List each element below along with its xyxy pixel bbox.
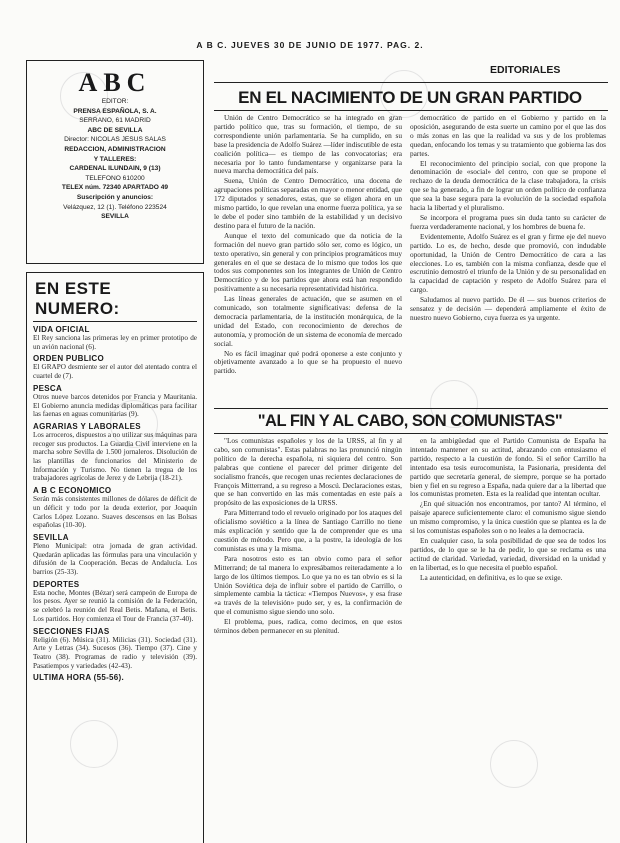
paragraph: Para Mitterrand todo el revuelo originado por los ataques del oficialismo soviético a la línea de Santiago Carrillo no tiene más explicación y sentido que la de comprender que es una cuestión de método. Pero que, a la postre, la ideología de los comunistas es una y la misma.	[214, 508, 402, 553]
section-text: El Rey sanciona las primeras ley en primer prototipo de un avión nacional (6).	[33, 334, 197, 351]
section-heading: SECCIONES FIJAS	[33, 626, 110, 636]
section-heading: ULTIMA HORA (55-56).	[33, 673, 125, 683]
section-heading: PESCA	[33, 383, 63, 393]
paragraph: Aunque el texto del comunicado que da noticia de la formación del nuevo gran partido sólo ser, como es lógico, un texto operativo, sin general y con principios programáticos muy generales en el que se destaca de lo mismo que todos los que todos sus componentes son los integrantes de Unión de Centro Democrático y de los partidos que ahora está han respondido positivamente a su necesaria representatividad histórica.	[214, 230, 402, 294]
headline-rule	[214, 82, 608, 83]
editorial-column	[214, 114, 402, 406]
contents-title: EN ESTE NUMERO:	[35, 279, 120, 318]
masthead-line: ABC DE SEVILLA	[87, 126, 143, 134]
editorial-headline: "AL FIN Y AL CABO, SON COMUNISTAS"	[257, 412, 563, 430]
masthead-line: Velázquez, 12 (1). Teléfono 223524	[63, 203, 167, 211]
masthead-line: CARDENAL ILUNDAIN, 9 (13)	[69, 165, 161, 173]
editorial-column	[410, 437, 606, 829]
paragraph: democrático de partido en el Gobierno y partido en la oposición, asegurando de esta suerte un camino por el que las dos o más zonas en las que la realidad va sus y de los problemas quedan, enfocando los temas y su tratamiento que gobierna las dos partes.	[410, 114, 606, 158]
masthead-line: TELEX núm. 72340 APARTADO 49	[61, 184, 169, 192]
masthead-box	[26, 60, 204, 264]
paragraph: El problema, pues, radica, como decimos, en que estos términos deben permanecer en su plenitud.	[214, 617, 402, 636]
paragraph: En cualquier caso, la sola posibilidad de que sea de todos los partidos, de lo que se le ha de pedir, lo que se reclama es una actitud de claridad. Variedad, variedad, diversidad en la unidad y en la libertad, es lo que necesita el pueblo español.	[410, 535, 606, 572]
masthead-line: EDITOR:	[101, 98, 129, 105]
paragraph: Unión de Centro Democrático se ha integrado en gran partido político que, tras su formación, el tiempo, de su correspondiente unión parlamentaria. Se ha cumplido, en su base la presidencia de Adolfo Suárez —líder indiscutible de esta coalición política— es tiempo de las convocatorias; era necesaria por lo tanto fundamentarse y organizarse para la nueva marcha democrática del país.	[214, 114, 402, 176]
masthead-line: Suscripción y anuncios:	[76, 193, 154, 201]
section-heading: AGRARIAS Y LABORALES	[33, 421, 141, 431]
section-label: EDITORIALES	[490, 64, 561, 76]
section-text: El GRAPO desmiente ser el autor del atentado contra el cuartel de (7).	[33, 363, 197, 381]
editorial-headline: EN EL NACIMIENTO DE UN GRAN PARTIDO	[238, 88, 582, 107]
paragraph: Se incorpora el programa pues sin duda tanto su carácter de fuerza verdaderamente nacional, y los hombres de buena fe.	[410, 212, 606, 231]
section-text: Religión (6). Música (31). Milicias (31). Sociedad (31). Arte y Letras (34). Sucesos (36). Tiempo (37). Cine y Teatro (38). Programas de radio y televisión (39). Pasatiempos y variedades (42-43).	[33, 635, 197, 670]
paragraph: Las líneas generales de actuación, que se asumen en el comunicado, son totalmente significativas: defensa de la democracia parlamentaria, de la institución monárquica, de la unidad del Estado, con reconocimiento de derechos de autonomía, y promoción de un sistema de economía de mercado social.	[214, 294, 402, 348]
paragraph: La autenticidad, en definitiva, es lo que se exige.	[420, 572, 563, 582]
masthead-line: REDACCION, ADMINISTRACION	[64, 145, 166, 153]
paragraph: ¿En qué situación nos encontramos, por tanto? Al término, el paisaje aparece suficientemente claro: el comunismo sigue siendo un mismo compromiso, y la única cuestión que se plantea es la de si los comunistas españoles son o no leales a la democracia.	[410, 499, 606, 536]
editorial-column	[214, 437, 402, 829]
masthead-line: TELEFONO 610200	[85, 174, 145, 182]
paragraph: en la ambigüedad que el Partido Comunista de España ha intentado mantener en su actitud, abrazando con entusiasmo el partido, respecto a la cuestión de fondo. Si el señor Carrillo ha intentado esa tesis eurocomunista, la Pasionaria, presidenta del partido que secretaría general, de siempre, porque se ha portado bien y fiel en su regreso a España, nada quiere dar a la libertad que los comunistas prometen. Esta es la realidad que intentan ocultar.	[410, 437, 606, 499]
paragraph: No es fácil imaginar qué podrá oponerse a este conjunto y objetivamente avanzado a lo que se ha propuesto el nuevo partido.	[214, 348, 402, 376]
headline-rule	[214, 433, 608, 434]
section-text: Esta noche, Montes (Bézar) será campeón de Europa de los pesos. Ayer se reunió la comisión de la Federación, se celebró la reunión del Real Betis. Mañana, el Betis. Los partidos. Hoy comienza el Tour de Francia (37-40).	[33, 588, 197, 623]
paragraph: Evidentemente, Adolfo Suárez es el gran y firme eje del nuevo partido. Lo es, de hecho, desde que promovió, con indudable oportunidad, la Unión de Centro Democrático de cara a las elecciones. Lo es, también con la misma confianza, desde que el escrutinio demostró el triunfo de la Unión y de su personalidad en la capacidad de captación y respeto de Adolfo Suárez para el cargo.	[410, 231, 606, 295]
paragraph: Saludamos al nuevo partido. De él — sus buenos criterios de sensatez y de decisión — dependerá ampliamente el éxito de nuestro nuevo Gobierno, cuya fuerza es ya urgente.	[410, 295, 606, 322]
headline-rule	[214, 110, 608, 111]
section-text: Otros nueve barcos detenidos por Francia y Mauritania. El Gobierno anuncia medidas diplomáticas para facilitar las faenas en aguas comunitarias (9).	[33, 392, 197, 419]
masthead-line: SERRANO, 61 MADRID	[79, 117, 151, 125]
masthead-line: Y TALLERES:	[93, 155, 137, 163]
section-heading: A B C ECONOMICO	[33, 486, 112, 496]
contents-box	[26, 272, 204, 843]
section-text: Los arroceros, dispuestos a no utilizar sus máquinas para recoger sus productos. La Guardia Civil interviene en la marcha sobre Sevilla de 1.500 jornaleros. Disolución de las plantillas de funcionarios del Ministerio de Información y Turismo. No tienen la tregua de los trabajadores agrícolas de Jerez y de Lebrija (18-21).	[33, 430, 197, 483]
section-heading: DEPORTES	[33, 579, 80, 589]
section-heading: VIDA OFICIAL	[33, 325, 90, 334]
contents-divider	[33, 321, 197, 322]
masthead-line: Director: NICOLAS JESUS SALAS	[64, 136, 166, 144]
abc-logo: ABC	[78, 68, 152, 97]
paragraph: Para nosotros esto es tan obvio como para el señor Mitterrand; de tal manera lo expresábamos reiteradamente a lo largo de los últimos tiempos. Lo que ya no es tan obvio es si la Unión Soviética deja de influir sobre el partido de Carrillo, o simplemente cambia la táctica: «Tiempos Nuevos», y esa frase «a través de la televisión» pudo ser, y es, la confirmación de que el comunismo sigue siendo uno solo.	[214, 553, 402, 617]
section-heading: SEVILLA	[33, 532, 69, 542]
section-text: Pleno Municipal: otra jornada de gran actividad. Quedarán aplicadas las fórmulas para una vinculación y difusión de la Cooperación. Becas de Andalucía. Los barrios (25-33).	[33, 541, 197, 577]
section-heading: ORDEN PUBLICO	[33, 354, 105, 364]
headline-rule	[214, 408, 608, 409]
section-text: Serán más consistentes millones de dólares de déficit de un déficit y todo por la deuda exterior, por Joaquín Carlos López Lozano. Suaves descensos en las Bolsas españolas (10-30).	[33, 495, 197, 530]
page-folio: A B C. JUEVES 30 DE JUNIO DE 1977. PAG. 2.	[196, 40, 424, 50]
paragraph: Suena, Unión de Centro Democrático, una docena de agrupaciones políticas separadas en mayor o menor entidad, que 172 diputados y senadores, estas, que se eligen ahora en un mismo partido, lo que revelan una enorme fuerza política, ya se le debe el poder sino también de la estabilidad y un decisivo destino para el futuro de la nación.	[214, 176, 402, 230]
paragraph: El reconocimiento del principio social, con que propone la denominación de «social» del centro, con que se propone el rechazo de la deuda democrática de la clase trabajadora, la crisis que se ha generado, a fin de lograr un orden político de confianza que sea la base segura para la evolución de la sociedad española hacia la libertad y el pluralismo.	[410, 158, 606, 213]
masthead-line: SEVILLA	[101, 213, 129, 221]
paragraph: "Los comunistas españoles y los de la URSS, al fin y al cabo, son comunistas". Estas palabras no las pronunció ningún político de la derecha española, ni siquiera del centro. Son palabras que contiene el parecer del primer dirigente del socialismo francés, que recogen unas recientes declaraciones de François Mitterrand, a su regreso a Moscú. Declaraciones estas, que se han convertido en las más comentadas en este país a propósito de las exposiciones de la URSS.	[214, 437, 402, 508]
editorial-column	[410, 114, 606, 406]
masthead-line: PRENSA ESPAÑOLA, S. A.	[73, 107, 157, 115]
